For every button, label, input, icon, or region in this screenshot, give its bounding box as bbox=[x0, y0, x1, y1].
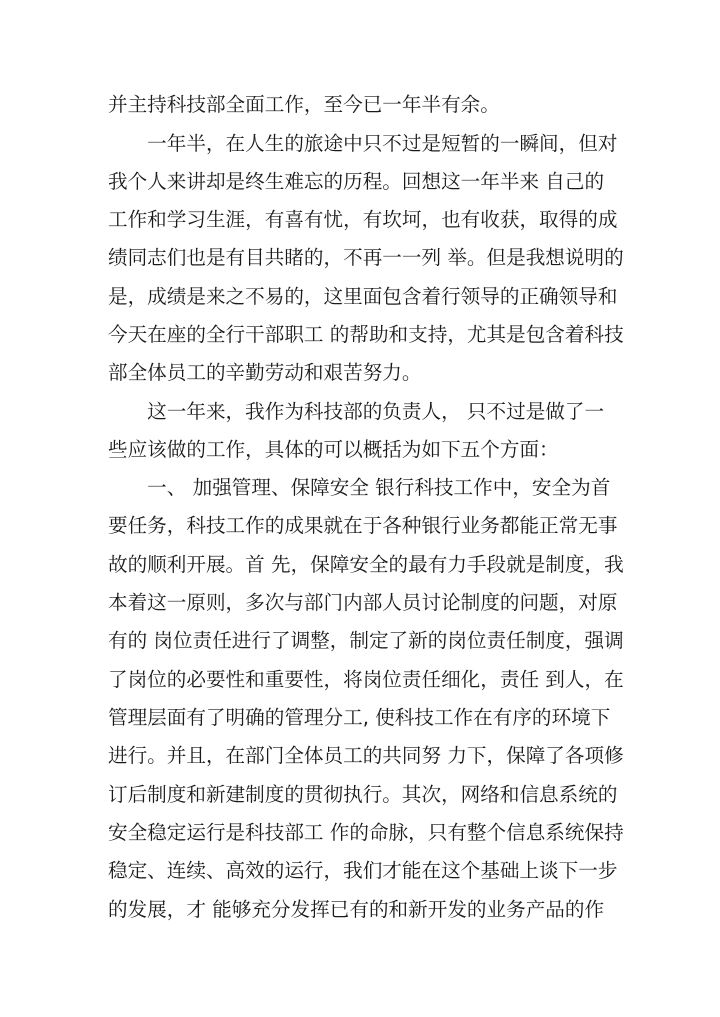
text-line: 工作和学习生涯，有喜有忧，有坎坷，也有收获，取得的成 bbox=[108, 208, 618, 231]
text-line: 部全体员工的辛勤劳动和艰苦努力。 bbox=[108, 361, 422, 384]
text-line: 订后制度和新建制度的贯彻执行。其次，网络和信息系统的 bbox=[108, 783, 618, 806]
text-line: 并主持科技部全面工作，至今已一年半有余。 bbox=[108, 93, 500, 116]
text-line: 有的 岗位责任进行了调整，制定了新的岗位责任制度，强调 bbox=[108, 629, 624, 652]
text-line: 安全稳定运行是科技部工 作的命脉，只有整个信息系统保持 bbox=[108, 821, 624, 844]
text-line: 今天在座的全行干部职工 的帮助和支持，尤其是包含着科技 bbox=[108, 323, 624, 346]
text-line: 稳定、连续、高效的运行，我们才能在这个基础上谈下一步 bbox=[108, 859, 618, 882]
text-line: 进行。并且，在部门全体员工的共同努 力下，保障了各项修 bbox=[108, 744, 624, 767]
text-line: 了岗位的必要性和重要性，将岗位责任细化，责任 到人，在 bbox=[108, 668, 624, 691]
text-line: 的发展，才 能够充分发挥已有的和新开发的业务产品的作 bbox=[108, 898, 605, 921]
text-line: 一年半，在人生的旅途中只不过是短暂的一瞬间，但对 bbox=[108, 132, 618, 155]
text-line: 些应该做的工作，具体的可以概括为如下五个方面： bbox=[108, 438, 559, 461]
text-line: 我个人来讲却是终生难忘的历程。回想这一年半来 自己的 bbox=[108, 170, 605, 193]
text-line: 要任务，科技工作的成果就在于各种银行业务都能正常无事 bbox=[108, 514, 618, 537]
text-line: 一、 加强管理、保障安全 银行科技工作中，安全为首 bbox=[108, 476, 611, 499]
text-line: 故的顺利开展。首 先，保障安全的最有力手段就是制度，我 bbox=[108, 553, 624, 576]
text-line: 管理层面有了明确的管理分工, 使科技工作在有序的环境下 bbox=[108, 706, 611, 729]
text-line: 本着这一原则，多次与部门内部人员讨论制度的问题，对原 bbox=[108, 591, 618, 614]
text-line: 这一年来，我作为科技部的负责人， 只不过是做了一 bbox=[108, 400, 605, 423]
text-line: 绩同志们也是有目共睹的，不再一一列 举。但是我想说明的 bbox=[108, 246, 624, 269]
text-line: 是，成绩是来之不易的，这里面包含着行领导的正确领导和 bbox=[108, 285, 618, 308]
